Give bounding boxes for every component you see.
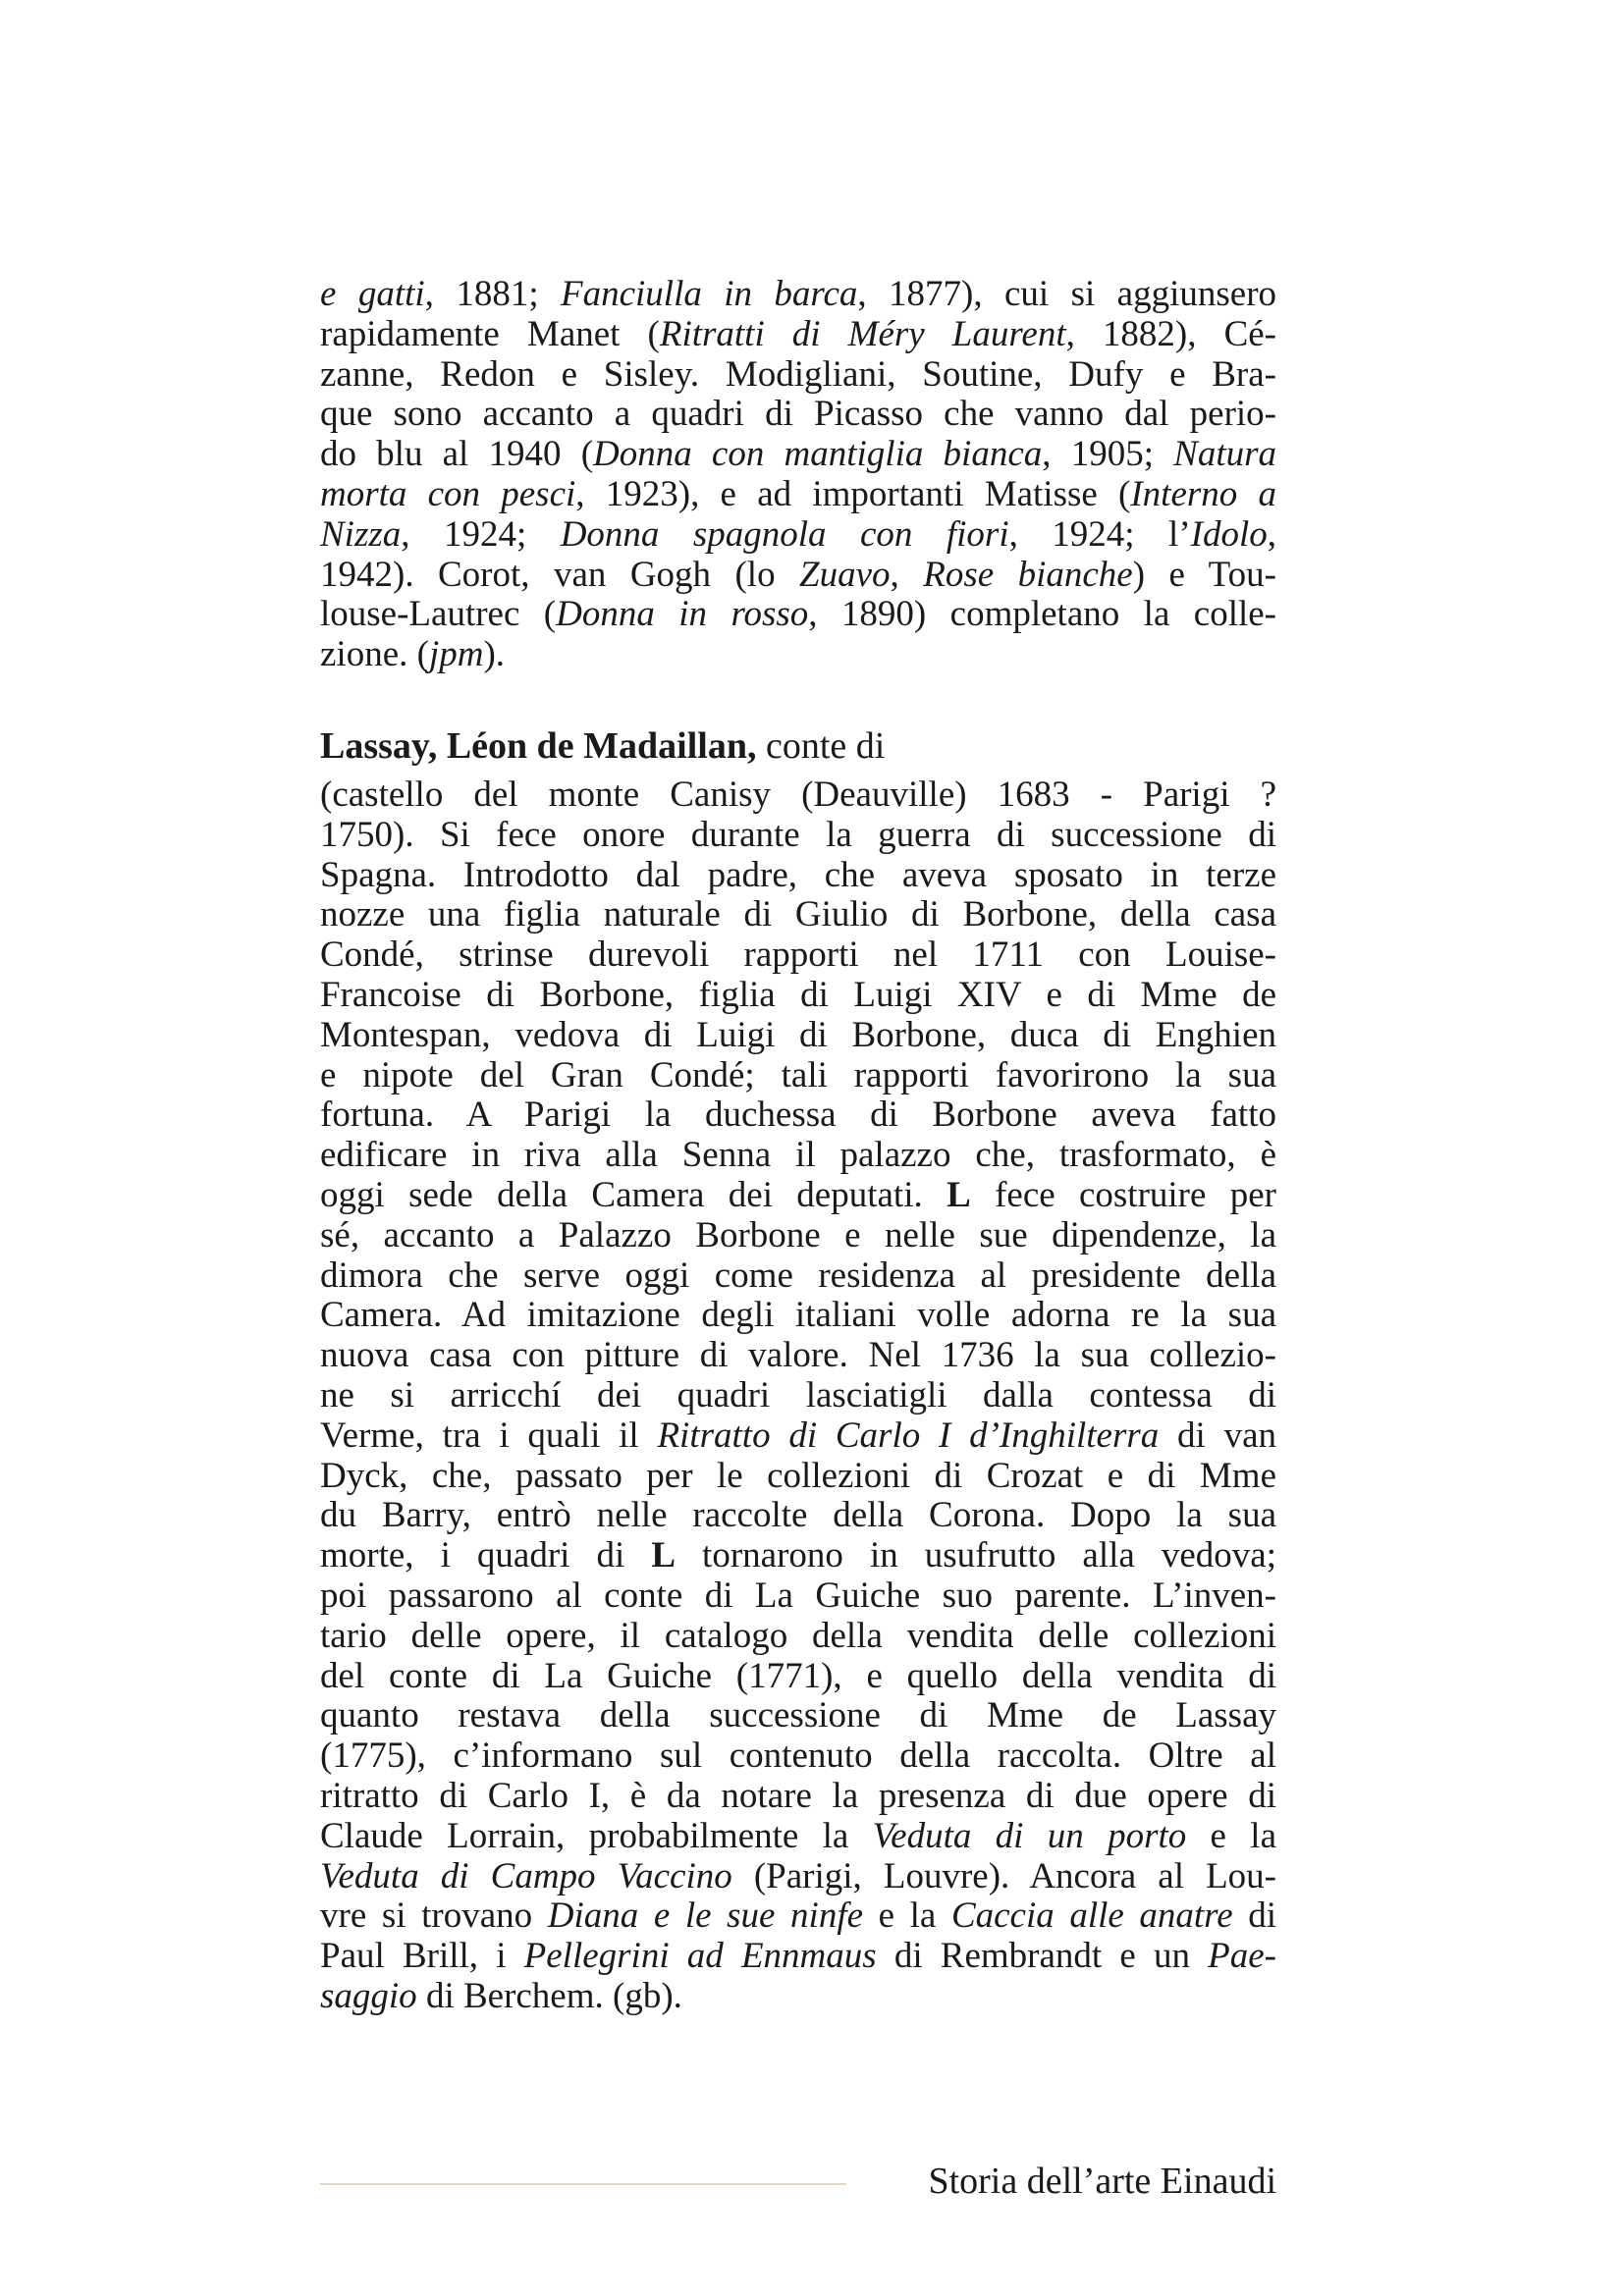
entry-name: Lassay, Léon de Madaillan, xyxy=(320,725,757,767)
italic-title: Ritratti di Méry Laurent xyxy=(659,313,1066,354)
text-run: , 1882), Cé- xyxy=(1065,313,1276,354)
text-line xyxy=(320,1896,1276,1937)
text-run: ) e Tou- xyxy=(1132,554,1276,595)
text-line xyxy=(320,1937,1276,1977)
text-line xyxy=(320,1457,1276,1497)
text-run: zione. ( xyxy=(320,634,429,675)
text-run: di xyxy=(1232,1896,1277,1937)
text-line xyxy=(320,395,1276,435)
text-run: e la xyxy=(1186,1815,1276,1856)
text-line xyxy=(320,1576,1276,1617)
italic-title: Pae- xyxy=(1208,1936,1276,1977)
text-line xyxy=(320,1736,1276,1777)
text-run: (Parigi, Louvre). Ancora al Lou- xyxy=(731,1855,1276,1896)
text-run: , xyxy=(890,554,924,595)
text-run: Montespan, vedova di Luigi di Borbone, duca di Enghien xyxy=(320,1014,1276,1055)
text-line xyxy=(320,1336,1276,1376)
text-run: ne si arricchí dei quadri lasciatigli dalla contessa di xyxy=(320,1374,1276,1415)
text-line xyxy=(320,976,1276,1016)
text-run: 1750). Si fece onore durante la guerra di successione di xyxy=(320,814,1276,855)
text-line xyxy=(320,315,1276,355)
text-line xyxy=(320,515,1276,556)
italic-title: Donna con mantiglia bianca xyxy=(593,434,1043,475)
text-run: sé, accanto a Palazzo Borbone e nelle sue dipendenze, la xyxy=(320,1214,1276,1255)
text-run: e la xyxy=(863,1896,951,1937)
text-line xyxy=(320,1617,1276,1657)
text-line xyxy=(320,1176,1276,1216)
text-run: ). xyxy=(483,634,506,675)
italic-title: saggio xyxy=(320,1975,417,2016)
text-run: , 1924; xyxy=(401,513,561,555)
text-line xyxy=(320,1817,1276,1857)
italic-title: Idolo xyxy=(1190,513,1268,555)
text-run: (castello del monte Canisy (Deauville) 1683 - Parigi ? xyxy=(320,774,1276,815)
text-line xyxy=(320,595,1276,635)
italic-title: Ritratto di Carlo I d’Inghilterra xyxy=(657,1415,1160,1456)
text-run: e nipote del Gran Condé; tali rapporti favorirono la sua xyxy=(320,1054,1276,1095)
text-line xyxy=(320,556,1276,596)
text-run: Verme, tra i quali il xyxy=(320,1415,658,1456)
text-run: del conte di La Guiche (1771), e quello della vendita di xyxy=(320,1655,1276,1696)
text-run: zanne, Redon e Sisley. Modigliani, Soutine, Dufy e Bra- xyxy=(320,353,1276,395)
text-line xyxy=(320,635,1276,675)
text-run: , xyxy=(1267,513,1276,555)
text-run: di Rembrandt e un xyxy=(876,1936,1209,1977)
text-line xyxy=(320,935,1276,976)
text-run: , 1924; l’ xyxy=(1008,513,1191,555)
text-line xyxy=(320,1777,1276,1817)
text-run: , 1890) completano la colle- xyxy=(808,594,1276,635)
text-run: 1942). Corot, van Gogh (lo xyxy=(320,554,800,595)
italic-title: Veduta di un porto xyxy=(872,1815,1187,1856)
text-line xyxy=(320,1536,1276,1576)
text-run: di Berchem. (gb). xyxy=(416,1975,682,2016)
text-line xyxy=(320,275,1276,315)
text-run: , 1905; xyxy=(1042,434,1174,475)
text-line xyxy=(320,775,1276,816)
text-run: vre si trovano xyxy=(320,1896,548,1937)
italic-title: Rose bianche xyxy=(923,554,1133,595)
text-run: Paul Brill, i xyxy=(320,1936,524,1977)
italic-title: Diana e le sue ninfe xyxy=(547,1896,864,1937)
italic-title: Fanciulla in barca xyxy=(561,274,858,314)
text-run: morte, i quadri di xyxy=(320,1535,652,1576)
text-run: fece costruire per xyxy=(970,1174,1276,1215)
text-line xyxy=(320,1657,1276,1697)
text-line xyxy=(320,1256,1276,1297)
entry-heading xyxy=(320,724,1276,768)
text-line xyxy=(320,1857,1276,1897)
text-line xyxy=(320,1296,1276,1336)
text-run: , 1923), e ad importanti Matisse ( xyxy=(575,473,1131,514)
text-line xyxy=(320,1416,1276,1457)
entry-body xyxy=(320,775,1276,2017)
italic-title: Pellegrini ad Ennmaus xyxy=(523,1936,877,1977)
text-run: , 1881; xyxy=(424,274,561,314)
text-run: , 1877), cui si aggiunsero xyxy=(857,274,1277,314)
text-line xyxy=(320,355,1276,396)
text-run: Dyck, che, passato per le collezioni di Crozat e di Mme xyxy=(320,1455,1276,1496)
entry-title: conte di xyxy=(756,725,886,767)
text-run: quanto restava della successione di Mme de Lassay xyxy=(320,1695,1276,1736)
italic-title: Zuavo xyxy=(799,554,891,595)
text-run: Condé, strinse durevoli rapporti nel 1711 con Louise- xyxy=(320,934,1276,976)
italic-title: e gatti xyxy=(320,274,425,314)
text-run: ritratto di Carlo I, è da notare la presenza di due opere di xyxy=(320,1775,1276,1816)
text-line xyxy=(320,1095,1276,1136)
text-run: Francoise di Borbone, figlia di Luigi XIV e di Mme de xyxy=(320,974,1276,1015)
text-run: Claude Lorrain, probabilmente la xyxy=(320,1815,873,1856)
text-run: Camera. Ad imitazione degli italiani volle adorna re la sua xyxy=(320,1295,1276,1336)
italic-title: Nizza xyxy=(320,513,402,555)
text-run: (1775), c’informano sul contenuto della raccolta. Oltre al xyxy=(320,1735,1276,1777)
italic-title: Natura xyxy=(1173,434,1277,475)
italic-title: jpm xyxy=(428,634,484,675)
text-line xyxy=(320,1216,1276,1256)
text-line xyxy=(320,475,1276,515)
text-run: nuova casa con pitture di valore. Nel 1736 la sua collezio- xyxy=(320,1335,1276,1376)
bold-abbrev: L xyxy=(651,1535,676,1576)
text-run: tornarono in usufrutto alla vedova; xyxy=(676,1535,1276,1576)
paragraph-continuation xyxy=(320,275,1276,675)
text-run: fortuna. A Parigi la duchessa di Borbone aveva fatto xyxy=(320,1095,1276,1136)
italic-title: Donna in rosso xyxy=(556,594,809,635)
text-run: dimora che serve oggi come residenza al presidente della xyxy=(320,1255,1276,1296)
text-line xyxy=(320,1376,1276,1416)
text-line xyxy=(320,1977,1276,2017)
text-run: nozze una figlia naturale di Giulio di Borbone, della casa xyxy=(320,894,1276,935)
text-line xyxy=(320,1016,1276,1056)
text-run: tario delle opere, il catalogo della vendita delle collezioni xyxy=(320,1615,1276,1656)
text-line xyxy=(320,1136,1276,1176)
italic-title: Donna spagnola con fiori xyxy=(560,513,1009,555)
italic-title: Caccia alle anatre xyxy=(950,1896,1233,1937)
italic-title: Interno a xyxy=(1130,473,1276,514)
italic-title: morta con pesci xyxy=(320,473,576,514)
text-run: que sono accanto a quadri di Picasso che vanno dal perio- xyxy=(320,394,1276,435)
italic-title: Veduta di Campo Vaccino xyxy=(320,1855,732,1896)
footer-rule xyxy=(320,2183,846,2185)
text-line xyxy=(320,895,1276,935)
text-line xyxy=(320,1056,1276,1096)
text-run: do blu al 1940 ( xyxy=(320,434,594,475)
text-run: oggi sede della Camera dei deputati. xyxy=(320,1174,947,1215)
text-run: edificare in riva alla Senna il palazzo che, trasformato, è xyxy=(320,1135,1276,1176)
text-run: rapidamente Manet ( xyxy=(320,313,660,354)
text-line xyxy=(320,1696,1276,1736)
text-line xyxy=(320,435,1276,475)
text-line xyxy=(320,856,1276,896)
bold-abbrev: L xyxy=(947,1174,971,1215)
text-run: Spagna. Introdotto dal padre, che aveva sposato in terze xyxy=(320,854,1276,895)
text-line xyxy=(320,1496,1276,1536)
text-line xyxy=(320,816,1276,856)
text-run: louse-Lautrec ( xyxy=(320,594,557,635)
text-run: di van xyxy=(1159,1415,1277,1456)
footer-title: Storia dell’arte Einaudi xyxy=(928,2161,1276,2202)
text-run: poi passarono al conte di La Guiche suo parente. L’inven- xyxy=(320,1575,1276,1616)
text-run: du Barry, entrò nelle raccolte della Corona. Dopo la sua xyxy=(320,1495,1276,1536)
